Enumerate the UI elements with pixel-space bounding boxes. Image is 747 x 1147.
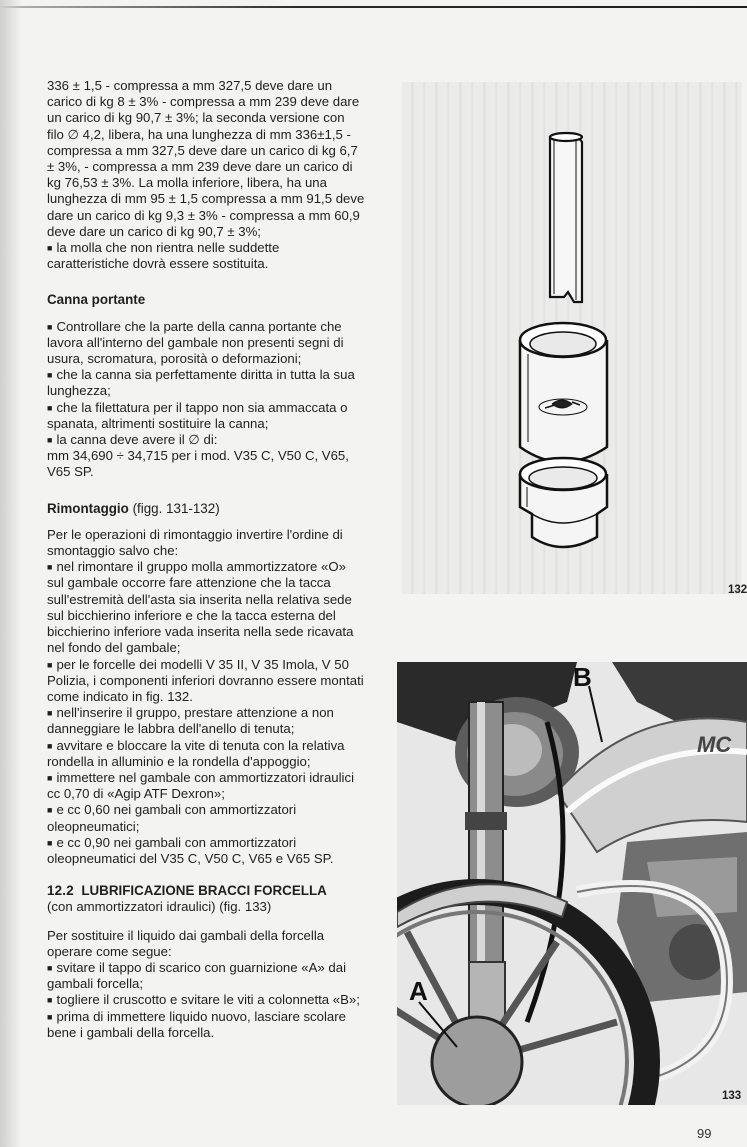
bullet-item: ■ svitare il tappo di scarico con guarnizione «A» dai gambali forcella; [47,959,346,992]
bullet-item: ■ la molla che non rientra nelle suddette caratteristiche dovrà essere sostituita. [47,240,280,272]
bullet-icon: ■ [47,402,53,413]
figure-132-fork-parts [402,82,747,596]
upper-cup-icon [520,323,607,462]
bullet-icon: ■ [47,995,53,1006]
fork-parts-drawing [402,82,742,594]
page-number: 99 [697,1126,712,1141]
bullet-icon: ■ [47,772,53,783]
bullet-item: ■ togliere il cruscotto e svitare le viti a colonnetta «B»; [47,992,360,1008]
bullet-icon: ■ [47,321,53,332]
lower-cup-icon [520,458,607,547]
section-heading-lubrificazione: 12.2 LUBRIFICAZIONE BRACCI FORCELLA [47,883,327,899]
bullet-icon: ■ [47,962,53,973]
paragraph-intro: 336 ± 1,5 - compressa a mm 327,5 deve dare un carico di kg 8 ± 3% - compressa a mm 239 deve dare un carico di kg 90,7 ± 3%; la seconda versione con filo ∅ 4,2, libera, ha una lunghezza di mm 336±1,5 - compressa a mm 327,5 deve dare un carico di kg 6,7 ± 3%, - compressa a mm 239 deve dare un carico di kg 76,53 ± 3%. La molla inferiore, libera, ha una lunghezza di mm 95 ± 1,5 compressa a mm 91,5 deve dare un carico di kg 9,3 ± 3% - compressa a mm 60,9 deve dare un carico di kg 90,7 ± 3%; [47,78,365,239]
rimontaggio-intro: Per le operazioni di rimontaggio invertire l'ordine di smontaggio salvo che: [47,526,343,559]
section-heading-canna: Canna portante [47,292,146,308]
bullet-icon: ■ [47,708,53,719]
lubrificazione-subtitle: (con ammortizzatori idraulici) (fig. 133) [47,899,272,915]
label-a: A [409,976,428,1006]
bullet-item: ■ nel rimontare il gruppo molla ammortizzatore «O» sul gambale occorre fare attenzione che la tacca sull'estremità dell'asta sia inserita nella relativa sede sul bicchierino inferiore e che la tacca esterna del bicchierino inferiore vada inserita nella sede ricavata nel fondo del gambale; [47,559,354,656]
bullet-item: ■ prima di immettere liquido nuovo, lasciare scolare bene i gambali della forcella. [47,1008,346,1040]
bullet-icon: ■ [47,805,53,816]
bullet-item: ■ che la filettatura per il tappo non sia ammaccata o spanata, altrimenti sostituire la canna; [47,399,348,431]
figure-133-number: 133 [722,1090,742,1102]
bullet-icon: ■ [47,740,53,751]
figure-133-motorcycle-fork [397,662,747,1105]
section-heading-rimontaggio: Rimontaggio (figg. 131-132) [47,500,220,516]
figure-132-number: 132 [728,584,747,596]
bullet-icon: ■ [47,1011,53,1022]
motorcycle-photo [397,662,747,1105]
bullet-item: ■ Controllare che la parte della canna portante che lavora all'interno del gambale non presenti segni di usura, scromatura, porosità o deformazioni; [47,318,344,367]
bullet-item: ■ e cc 0,60 nei gambali con ammortizzatori oleopneumatici; [47,802,297,834]
label-b: B [573,662,592,692]
bullet-icon: ■ [47,837,53,848]
bullet-item: ■ nell'inserire il gruppo, prestare attenzione a non danneggiare le labbra dell'anello di tenuta; [47,705,334,737]
bullet-item: ■ che la canna sia perfettamente diritta in tutta la sua lunghezza; [47,367,355,399]
bullet-item: ■ immettere nel gambale con ammortizzatori idraulici cc 0,70 di «Agip ATF Dexron»; [47,769,354,802]
top-rule [0,6,747,8]
bullet-item: ■ e cc 0,90 nei gambali con ammortizzatori oleopneumatici del V35 C, V50 C, V65 e V65 SP. [47,834,334,866]
bullet-icon: ■ [47,243,53,254]
bullet-icon: ■ [47,659,53,670]
bullet-item: ■ per le forcelle dei modelli V 35 II, V 35 Imola, V 50 Polizia, i componenti inferiori dovranno essere montati come indicato in fig. 132. [47,656,364,704]
canna-spec: mm 34,690 ÷ 34,715 per i mod. V35 C, V50 C, V65, V65 SP. [47,448,349,480]
lubrificazione-intro: Per sostituire il liquido dai gambali della forcella operare come segue: [47,927,325,959]
bullet-icon: ■ [47,562,53,573]
fork-tube-icon [550,133,582,302]
page-fold-shadow [0,0,22,1147]
bullet-item: ■ avvitare e bloccare la vite di tenuta con la relativa rondella in alluminio e la rondella d'appoggio; [47,737,345,769]
bullet-icon: ■ [47,370,53,381]
tank-logo: MC [697,732,732,757]
bullet-item: ■ la canna deve avere il ∅ di: [47,432,218,448]
text-column [47,78,365,1041]
bullet-icon: ■ [47,435,53,446]
